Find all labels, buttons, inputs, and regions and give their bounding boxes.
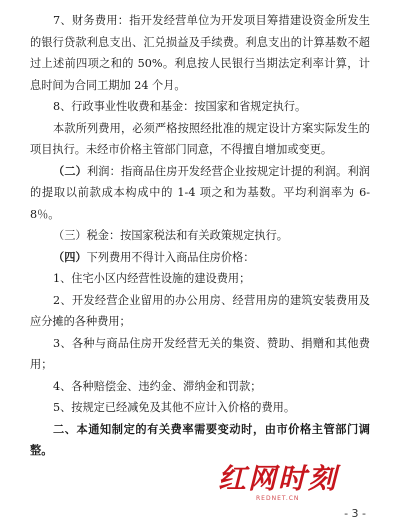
list-item-1: 1、住宅小区内经营性设施的建设费用； bbox=[53, 272, 251, 285]
list-item-5: 5、按规定已经减免及其他不应计入价格的费用。 bbox=[53, 401, 296, 414]
rednet-watermark-logo bbox=[216, 458, 366, 504]
list-item-4: 4、各种赔偿金、违约金、滞纳金和罚款； bbox=[53, 379, 262, 393]
watermark-main-text: 红网时刻 bbox=[218, 462, 339, 495]
list-item-2: 2、开发经营企业留用的办公用房、经营用房的建筑安装费用及应分摊的各种费用； bbox=[30, 293, 370, 328]
list-item-3: 3、各种与商品住房开发经营无关的集资、赞助、捐赠和其他费用； bbox=[30, 336, 370, 371]
paragraph-profit bbox=[30, 161, 370, 226]
paragraph-profit-text: 利润：指商品住房开发经营企业按规定计提的利润。利润的提取以前款成本构成中的 1-4 项之和为基数。平均利润率为 6-8％。 bbox=[30, 164, 370, 221]
paragraph-tax: （三）税金：按国家税法和有关政策规定执行。 bbox=[53, 229, 288, 242]
watermark-sub-text: REDNET.CN bbox=[256, 495, 300, 502]
section-label-4: （四） bbox=[53, 249, 87, 264]
paragraph-excluded-header bbox=[30, 247, 370, 269]
paragraph-finance-cost: 7、财务费用：指开发经营单位为开发项目筹措建设资金所发生的银行贷款利息支出、汇兑损益及手续费。利息支出的计算基数不超过上述前四项之和的 50%。利息按人民银行当期法定利率计算，计息时间为合同工期加 24 个月。 bbox=[30, 14, 370, 92]
paragraph-admin-fees: 8、行政事业性收费和基金：按国家和省规定执行。 bbox=[53, 100, 307, 113]
section-label-2: （二） bbox=[53, 163, 87, 178]
paragraph-cost-rule: 本款所列费用，必须严格按照经批准的规定设计方案实际发生的项目执行。未经市价格主管部门同意，不得擅自增加或变更。 bbox=[30, 121, 370, 156]
page-number: - 3 - bbox=[344, 507, 366, 520]
paragraph-excluded-header-text: 下列费用不得计入商品住房价格： bbox=[86, 250, 255, 264]
paragraph-rate-adjustment: 二、本通知制定的有关费率需要变动时，由市价格主管部门调整。 bbox=[30, 421, 370, 457]
